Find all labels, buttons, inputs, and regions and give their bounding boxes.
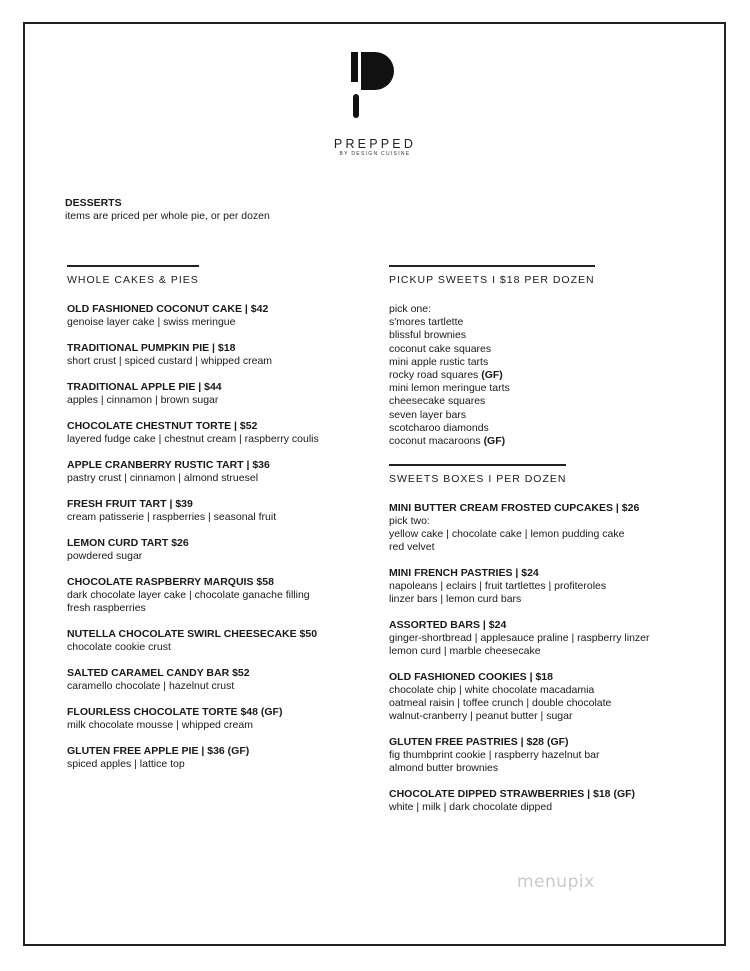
menu-item-description: linzer bars | lemon curd bars	[389, 593, 522, 606]
menu-item	[389, 736, 709, 775]
menu-item-description: powdered sugar	[67, 550, 143, 562]
menu-item-description: fig thumbprint cookie | raspberry hazelnut bar	[389, 749, 600, 762]
pickup-sweet-name: coconut cake squares	[389, 342, 492, 355]
pricing-note: items are priced per whole pie, or per dozen	[65, 210, 270, 222]
section-header-whole-cakes: WHOLE CAKES & PIES	[67, 265, 199, 286]
pickup-sweet-item	[389, 435, 709, 448]
pickup-sweet-item	[389, 369, 709, 382]
menu-item-description: chocolate chip | white chocolate macadamia	[389, 684, 595, 697]
pickup-sweets-list	[389, 316, 709, 448]
menu-item-description: layered fudge cake | chestnut cream | raspberry coulis	[67, 433, 319, 445]
menu-item	[67, 420, 367, 446]
menupix-watermark: menupix	[517, 872, 595, 892]
menu-item-description: milk chocolate mousse | whipped cream	[67, 719, 253, 731]
menu-item-name: TRADITIONAL APPLE PIE | $44	[67, 381, 222, 393]
menu-item-description: pastry crust | cinnamon | almond struesel	[67, 472, 259, 484]
pickup-sweet-name: seven layer bars	[389, 408, 467, 421]
menu-item	[389, 567, 709, 606]
pickup-sweet-item	[389, 382, 709, 395]
pickup-sweet-name: cheesecake squares	[389, 395, 486, 408]
pickup-sweet-name: mini apple rustic tarts	[389, 355, 489, 368]
menu-item-name: MINI BUTTER CREAM FROSTED CUPCAKES | $26	[389, 502, 640, 515]
menu-item-name: CHOCOLATE CHESTNUT TORTE | $52	[67, 420, 258, 432]
section-header-pickup-sweets: PICKUP SWEETS I $18 PER DOZEN	[389, 265, 595, 286]
menu-item-name: FLOURLESS CHOCOLATE TORTE $48 (GF)	[67, 706, 283, 718]
menu-item-name: APPLE CRANBERRY RUSTIC TART | $36	[67, 459, 270, 471]
pickup-sweet-item	[389, 316, 709, 329]
sweets-column	[389, 265, 709, 827]
menu-item-name: CHOCOLATE DIPPED STRAWBERRIES | $18 (GF)	[389, 788, 636, 801]
pickup-sweet-item	[389, 409, 709, 422]
menu-item-name: FRESH FRUIT TART | $39	[67, 498, 193, 510]
pickup-sweet-item	[389, 395, 709, 408]
menu-item-name: CHOCOLATE RASPBERRY MARQUIS $58	[67, 576, 274, 588]
pickup-sweet-name: scotcharoo diamonds	[389, 421, 489, 434]
menu-item-description: genoise layer cake | swiss meringue	[67, 316, 236, 328]
menu-item-description: lemon curd | marble cheesecake	[389, 645, 541, 658]
menu-item	[67, 628, 367, 654]
pickup-sweet-item	[389, 329, 709, 342]
menu-item	[67, 381, 367, 407]
menu-item-description: yellow cake | chocolate cake | lemon pudding cake	[389, 528, 625, 541]
menu-item-description: caramello chocolate | hazelnut crust	[67, 680, 235, 692]
menu-item-name: OLD FASHIONED COOKIES | $18	[389, 671, 553, 684]
menu-item-description: walnut-cranberry | peanut butter | sugar	[389, 710, 573, 723]
menu-item-description: white | milk | dark chocolate dipped	[389, 801, 553, 814]
menu-item-description: cream patisserie | raspberries | seasonal fruit	[67, 511, 277, 523]
menu-item	[67, 706, 367, 732]
pickup-sweet-name: blissful brownies	[389, 329, 467, 342]
menu-item	[67, 459, 367, 485]
menu-item	[389, 671, 709, 723]
menu-item-description: red velvet	[389, 541, 435, 554]
menu-item-description: ginger-shortbread | applesauce praline | raspberry linzer	[389, 632, 650, 645]
menu-item-description: spiced apples | lattice top	[67, 758, 185, 770]
pickup-sweet-name: coconut macaroons	[389, 435, 484, 448]
menu-item	[389, 502, 709, 554]
sweets-boxes-list	[389, 502, 709, 814]
menu-item-description: oatmeal raisin | toffee crunch | double chocolate	[389, 697, 612, 710]
menu-item-name: NUTELLA CHOCOLATE SWIRL CHEESECAKE $50	[67, 628, 318, 640]
menu-item-description: almond butter brownies	[389, 762, 499, 775]
brand-name: PREPPED	[333, 137, 417, 151]
menu-item	[67, 342, 367, 368]
pickup-sweet-item	[389, 343, 709, 356]
menu-item-description: dark chocolate layer cake | chocolate ganache filling	[67, 589, 310, 601]
menu-item-description: pick two:	[389, 515, 430, 528]
menu-item-description: chocolate cookie crust	[67, 641, 171, 653]
pickup-lead: pick one:	[389, 303, 432, 315]
menu-item-description: apples | cinnamon | brown sugar	[67, 394, 219, 406]
section-header-sweets-boxes: SWEETS BOXES I PER DOZEN	[389, 464, 566, 485]
whole-cakes-list	[67, 303, 367, 771]
pickup-sweet-name: mini lemon meringue tarts	[389, 382, 510, 395]
menu-item-name: LEMON CURD TART $26	[67, 537, 189, 549]
gluten-free-tag: (GF)	[483, 435, 506, 448]
menu-item-name: GLUTEN FREE PASTRIES | $28 (GF)	[389, 736, 569, 749]
whole-cakes-column	[67, 265, 367, 784]
pickup-sweet-item	[389, 356, 709, 369]
menu-item-description: napoleans | eclairs | fruit tartlettes | profiteroles	[389, 580, 607, 593]
menu-item-name: SALTED CARAMEL CANDY BAR $52	[67, 667, 250, 679]
menu-item-name: ASSORTED BARS | $24	[389, 619, 507, 632]
menu-item	[389, 788, 709, 814]
menu-item-name: MINI FRENCH PASTRIES | $24	[389, 567, 539, 580]
menu-item	[67, 576, 367, 615]
menu-item-name: TRADITIONAL PUMPKIN PIE | $18	[67, 342, 236, 354]
prepped-logo	[349, 52, 399, 120]
menu-item	[389, 619, 709, 658]
menu-item-name: OLD FASHIONED COCONUT CAKE | $42	[67, 303, 269, 315]
pickup-sweet-name: s'mores tartlette	[389, 316, 464, 329]
pickup-sweet-name: rocky road squares	[389, 369, 482, 382]
menu-item-description: short crust | spiced custard | whipped cream	[67, 355, 273, 367]
menu-item	[67, 537, 367, 563]
brand-tagline: BY DESIGN CUISINE	[339, 151, 411, 157]
menu-item-description: fresh raspberries	[67, 602, 146, 614]
desserts-heading: DESSERTS	[65, 197, 122, 209]
gluten-free-tag: (GF)	[481, 369, 503, 382]
menu-item	[67, 303, 367, 329]
menu-item	[67, 745, 367, 771]
intro	[65, 197, 270, 223]
menu-item-name: GLUTEN FREE APPLE PIE | $36 (GF)	[67, 745, 250, 757]
pickup-sweet-item	[389, 422, 709, 435]
menu-item	[67, 667, 367, 693]
menu-item	[67, 498, 367, 524]
